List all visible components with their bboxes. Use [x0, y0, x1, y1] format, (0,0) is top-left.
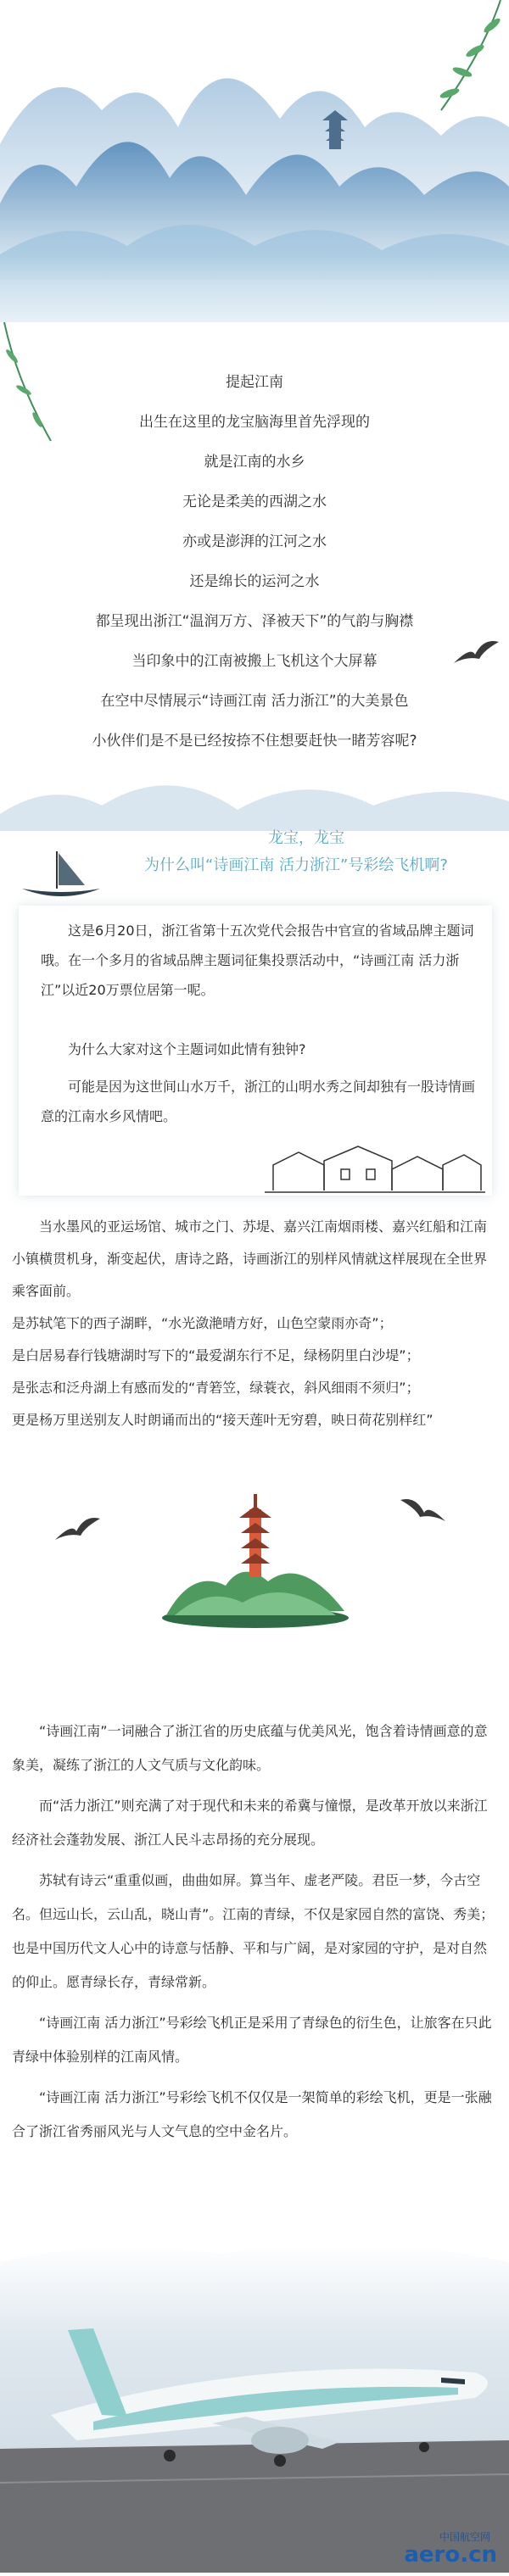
- pagoda-island-illustration: [158, 1475, 353, 1628]
- intro-line: 当印象中的江南被搬上飞机这个大屏幕: [131, 653, 378, 670]
- dialog-question: [0, 817, 509, 885]
- dialog-line-2: 为什么叫“诗画江南 活力浙江”号彩绘飞机啊?: [144, 856, 448, 874]
- swallow-icon: [450, 638, 501, 672]
- section3-paragraph: 而“活力浙江”则充满了对于现代和未来的希冀与憧憬，是改革开放以来浙江经济社会蓬勃发展、浙江人民斗志昂扬的充分展现。: [12, 1798, 488, 1848]
- card-paragraph-2: 为什么大家对这个主题词如此情有独钟?: [68, 1041, 306, 1057]
- section3-paragraph: 苏轼有诗云“重重似画，曲曲如屏。算当年、虚老严陵。君臣一梦，今古空名。但远山长，云山乱，晓山青”。江南的青绿，不仅是家园自然的富饶、秀美；也是中国历代文人心中的诗意与恬静、平和与广阔，是对家园的守护，是对自然的仰止。愿青绿长存，青绿常新。: [12, 1872, 495, 1990]
- intro-line: 小伙伴们是不是已经按捺不住想要赶快一睹芳容呢?: [92, 733, 417, 750]
- dialog-line-1: 龙宝，龙宝: [268, 829, 344, 847]
- intro-line: 就是江南的水乡: [204, 454, 305, 471]
- intro-line: 都呈现出浙江“温润万方、泽被天下”的气韵与胸襟: [95, 613, 414, 630]
- section2-paragraph-5: 更是杨万里送别友人时朗诵而出的“接天莲叶无穷碧，映日荷花别样红”: [12, 1412, 433, 1428]
- intro-line: 还是绵长的运河之水: [189, 573, 320, 590]
- section3-paragraph: “诗画江南 活力浙江”号彩绘飞机正是采用了青绿色的衍生色，让旅客在只此青绿中体验别样的江南风情。: [12, 2015, 492, 2065]
- section2-paragraph-2: 是苏轼笔下的西子湖畔，“水光潋滟晴方好，山色空蒙雨亦奇”；: [12, 1315, 393, 1331]
- section3-paragraph: “诗画江南”一词融合了浙江省的历史底蕴与优美风光，饱含着诗情画意的意象美，凝练了浙江的人文气质与文化韵味。: [12, 1723, 488, 1773]
- card-paragraph-3: 可能是因为这世间山水万千，浙江的山明水秀之间却独有一股诗情画意的江南水乡风情吧。: [41, 1079, 476, 1124]
- intro-line: 在空中尽情展示“诗画江南 活力浙江”的大美景色: [100, 693, 409, 710]
- poetry-section: [12, 1211, 497, 1436]
- intro-line: 出生在这里的龙宝脑海里首先浮现的: [139, 414, 370, 431]
- section2-paragraph-1: 当水墨风的亚运场馆、城市之门、苏堤、嘉兴江南烟雨楼、嘉兴红船和江南小镇横贯机身，渐变起伏，唐诗之路，诗画浙江的别样风情就这样展现在全世界乘客面前。: [12, 1218, 488, 1299]
- card-paragraph-1: 这是6月20日，浙江省第十五次党代会报告中官宣的省域品牌主题词哦。在一个多月的省域品牌主题词征集投票活动中，“诗画江南 活力浙江”以近20万票位居第一呢。: [41, 923, 474, 998]
- swallow-right-icon: [399, 1496, 450, 1530]
- airplane-photo: [0, 2228, 509, 2573]
- explanation-card: [19, 906, 492, 1196]
- intro-line: 亦或是澎湃的江河之水: [182, 533, 327, 550]
- section2-paragraph-4: 是张志和泛舟湖上有感而发的“青箬笠，绿蓑衣，斜风细雨不须归”；: [12, 1380, 420, 1396]
- intro-line: 无论是柔美的西湖之水: [182, 493, 327, 510]
- section3-paragraph: “诗画江南 活力浙江”号彩绘飞机不仅仅是一架简单的彩绘飞机，更是一张融合了浙江省秀丽风光与人文气息的空中金名片。: [12, 2089, 492, 2139]
- village-sketch: [265, 1140, 485, 1196]
- meaning-section: [12, 1715, 497, 2155]
- watermark-en: aero.cn: [404, 2542, 497, 2568]
- intro-poem: [0, 373, 509, 772]
- intro-line: 提起江南: [226, 374, 283, 391]
- swallow-left-icon: [51, 1514, 102, 1548]
- section2-paragraph-3: 是白居易春行钱塘湖时写下的“最爱湖东行不足，绿杨阴里白沙堤”；: [12, 1347, 420, 1363]
- watermark-cn: 中国航空网: [439, 2531, 490, 2543]
- mountain-divider: [0, 729, 509, 831]
- leaf-branch-icon: [424, 0, 509, 119]
